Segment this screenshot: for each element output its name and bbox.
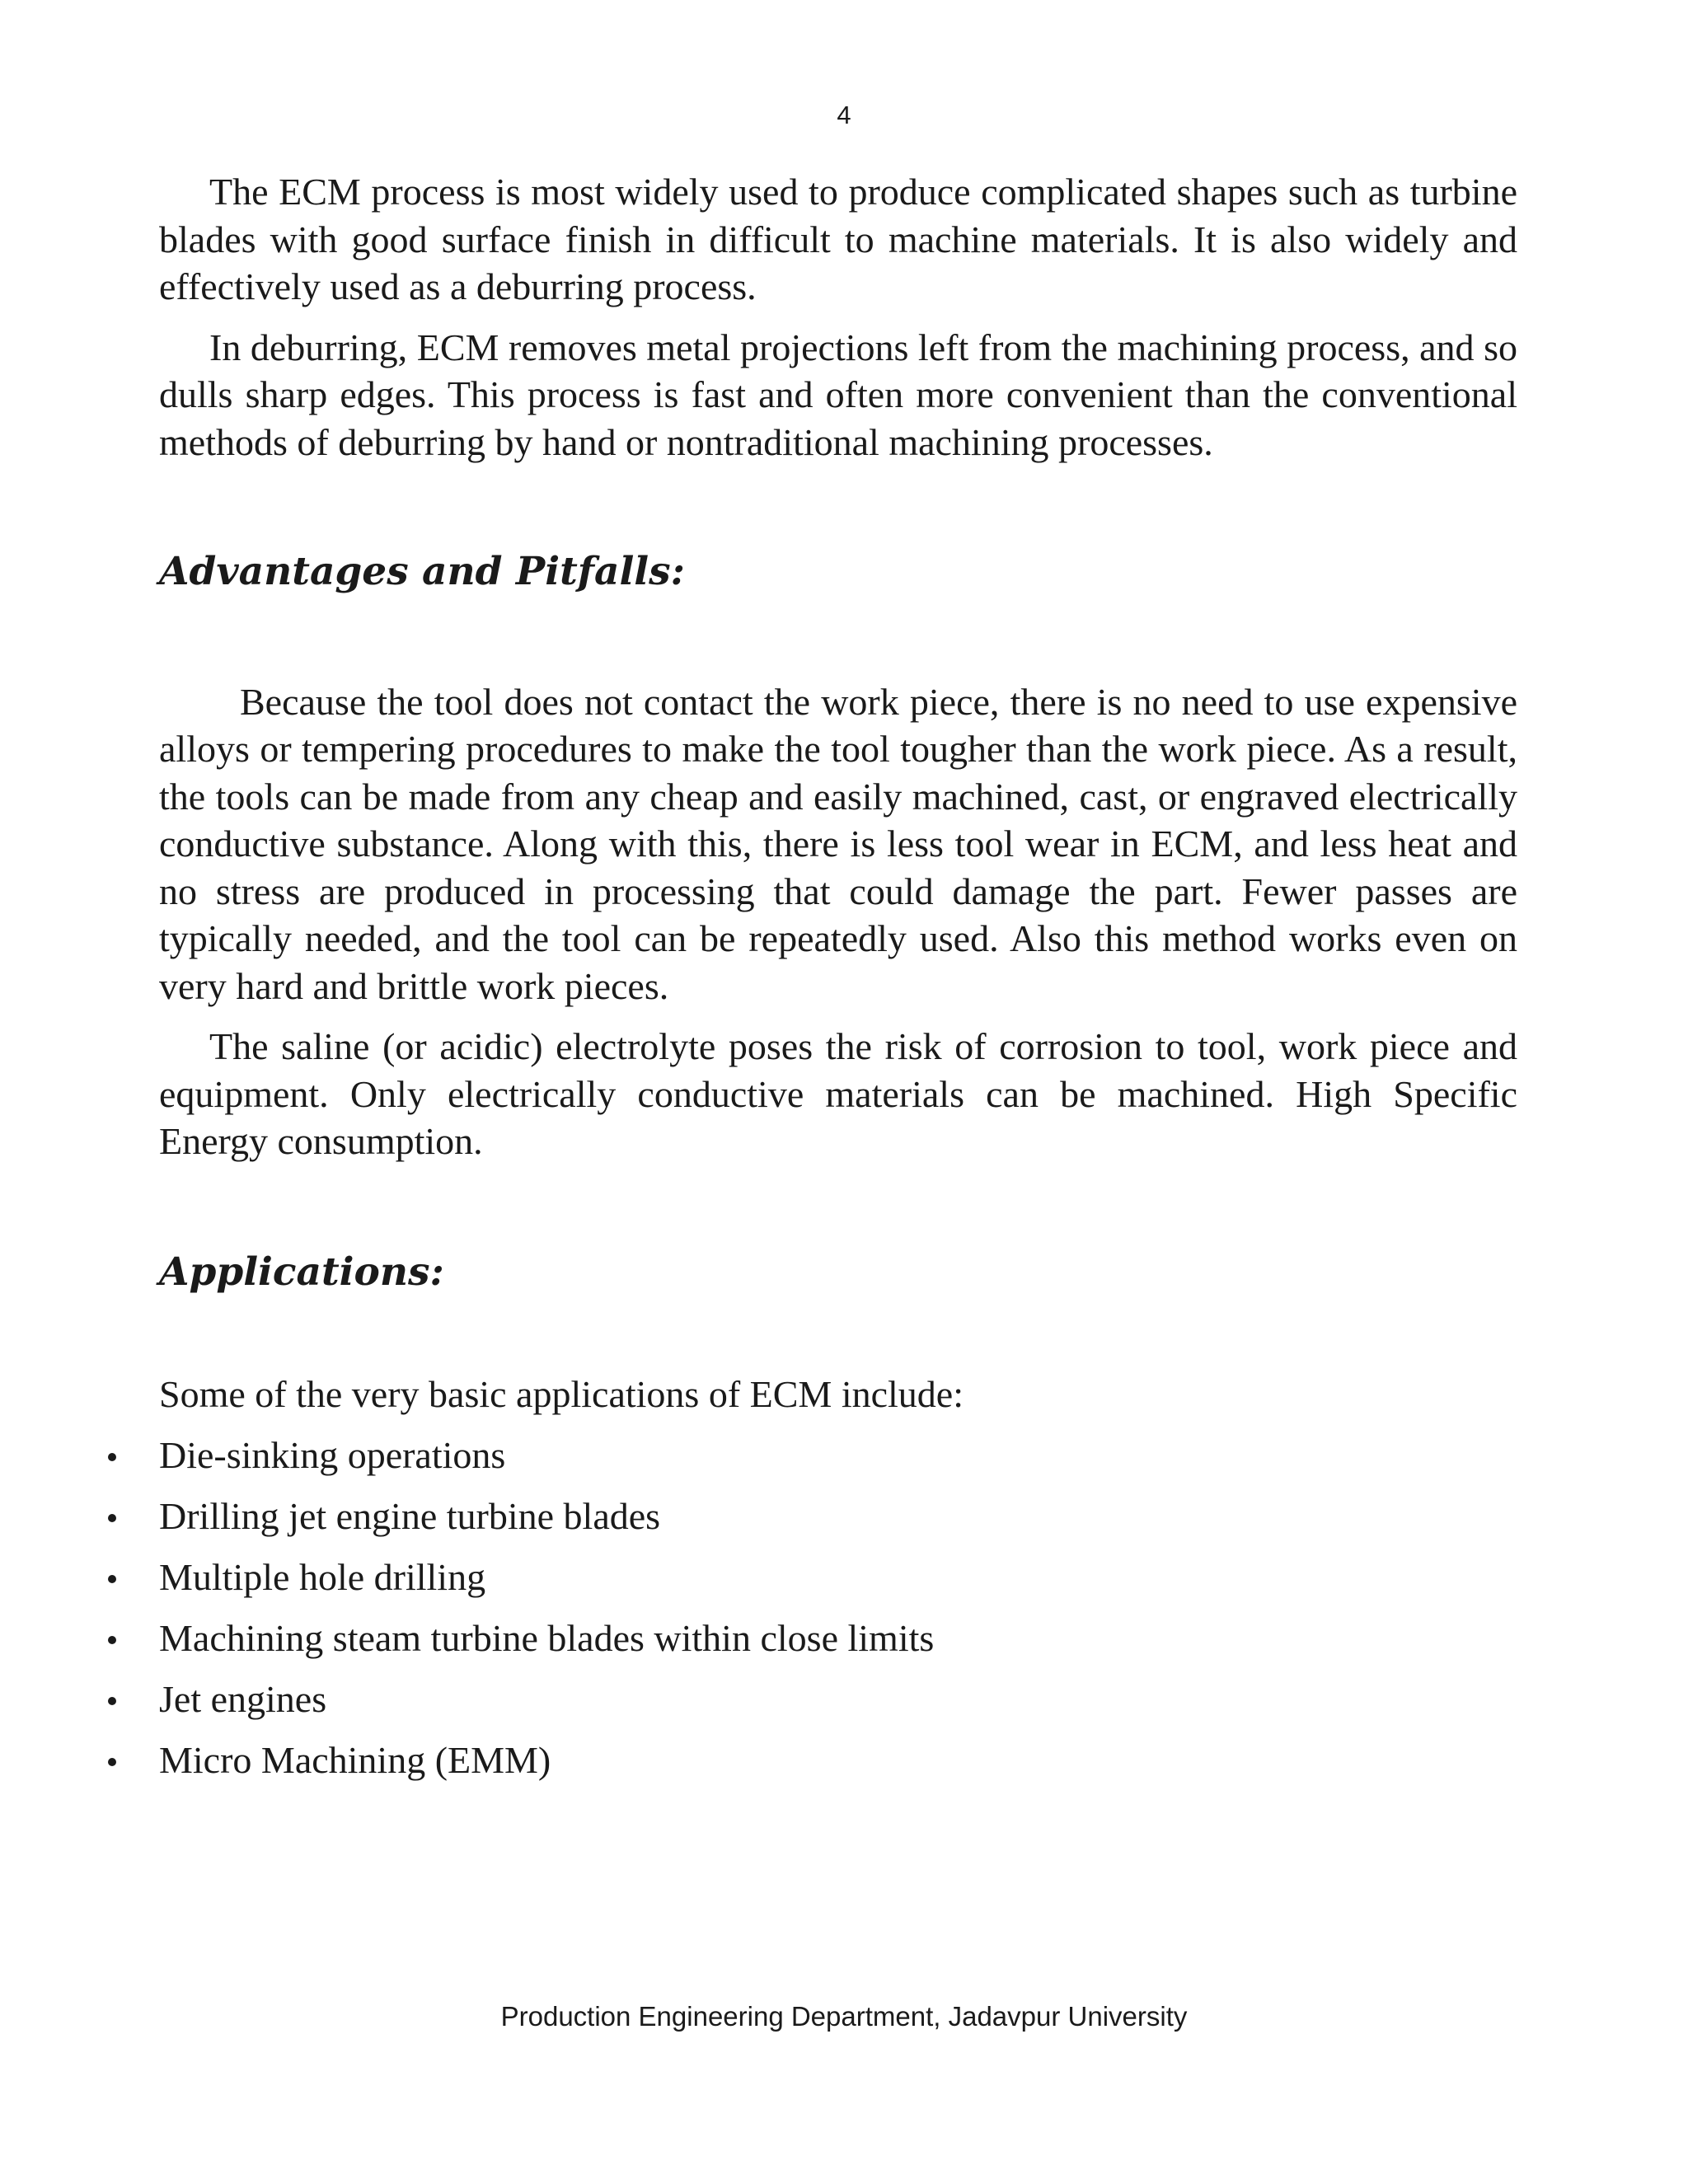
paragraph-ecm-uses: The ECM process is most widely used to produce complicated shapes such as turbine blades with good surface finish in difficult to machine materials. It is also widely and effectively used as a deburring process. xyxy=(159,171,1517,307)
bullet-icon xyxy=(108,1514,116,1522)
list-item xyxy=(159,1736,1517,1797)
list-item-text: Drilling jet engine turbine blades xyxy=(159,1494,661,1537)
list-item xyxy=(159,1493,1517,1554)
page-number: 4 xyxy=(837,101,851,129)
bullet-icon xyxy=(108,1453,116,1461)
list-item-text: Micro Machining (EMM) xyxy=(159,1738,551,1781)
document-body xyxy=(159,168,1517,1797)
applications-list xyxy=(159,1432,1517,1797)
list-item-text: Multiple hole drilling xyxy=(159,1555,486,1598)
bullet-icon xyxy=(108,1758,116,1766)
list-item xyxy=(159,1615,1517,1675)
heading-advantages: Advantages and Pitfalls: xyxy=(159,549,685,594)
applications-intro: Some of the very basic applications of ECM include: xyxy=(159,1373,964,1415)
paragraph-deburring: In deburring, ECM removes metal projections left from the machining process, and so dulls sharp edges. This process is fast and often more convenient than the conventional methods of deburring by hand or nontraditional machining processes. xyxy=(159,326,1517,463)
list-item-text: Jet engines xyxy=(159,1677,327,1720)
page-footer: Production Engineering Department, Jadavpur University xyxy=(500,2001,1188,2032)
bullet-icon xyxy=(108,1636,116,1644)
bullet-icon xyxy=(108,1575,116,1583)
list-item xyxy=(159,1432,1517,1493)
bullet-icon xyxy=(108,1697,116,1705)
list-item-text: Machining steam turbine blades within close limits xyxy=(159,1616,935,1659)
paragraph-pitfalls: The saline (or acidic) electrolyte poses the risk of corrosion to tool, work piece and equipment. Only electrically conductive materials can be machined. High Specific Energy consumption. xyxy=(159,1025,1517,1162)
heading-applications: Applications: xyxy=(159,1249,444,1295)
list-item-text: Die-sinking operations xyxy=(159,1433,506,1476)
list-item xyxy=(159,1554,1517,1615)
list-item xyxy=(159,1675,1517,1736)
paragraph-advantages: Because the tool does not contact the work piece, there is no need to use expensive alloys or tempering procedures to make the tool tougher than the work piece. As a result, the tools can be made from any cheap and easily machined, cast, or engraved electrically conductive substance. Along with this, there is less tool wear in ECM, and less heat and no stress are produced in processing that could damage the part. Fewer passes are typically needed, and the tool can be repeatedly used. Also this method works even on very hard and brittle work pieces. xyxy=(159,680,1517,1007)
